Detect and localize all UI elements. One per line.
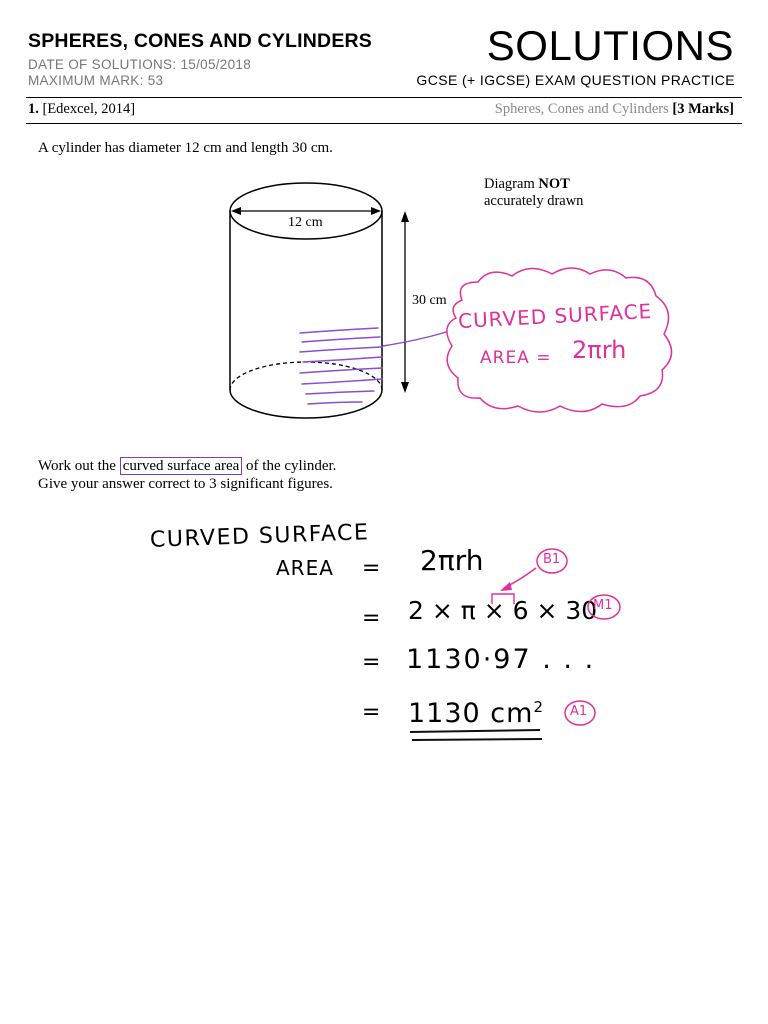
solutions-heading: SOLUTIONS (486, 22, 734, 69)
diagram-note-text-2: accurately drawn (484, 193, 584, 209)
working-step-3-equals: = (362, 650, 381, 675)
question-marks: [3 Marks] (672, 101, 734, 117)
working-step-2-expr: 2 × π × 6 × 30 (408, 596, 598, 625)
length-label: 30 cm (412, 293, 447, 308)
answer-underline-2 (412, 739, 542, 740)
mark-b1: B1 (543, 552, 561, 567)
substitution-bracket (492, 594, 514, 604)
prompt-text-pre: Work out the (38, 458, 116, 474)
answer-underline-1 (410, 730, 540, 732)
prompt-text-boxed: curved surface area (120, 457, 243, 475)
working-step-1-equals: = (362, 556, 381, 581)
annotation-curved-surface: CURVED SURFACE (457, 298, 653, 334)
working-label-line-1: CURVED SURFACE (149, 520, 370, 553)
question-intro: A cylinder has diameter 12 cm and length 30 cm. (38, 140, 333, 156)
final-answer-value: 1130 cm (408, 698, 534, 729)
question-prompt-line-2: Give your answer correct to 3 significant figures. (38, 476, 333, 492)
diameter-label: 12 cm (288, 215, 323, 230)
question-number: 1. (28, 101, 39, 117)
worksheet-subtitle: GCSE (+ IGCSE) EXAM QUESTION PRACTICE (416, 72, 735, 88)
mark-m1: M1 (593, 598, 613, 613)
working-label-line-2: AREA (276, 556, 334, 580)
annotation-area: AREA = (480, 348, 552, 368)
mark-a1: A1 (570, 704, 588, 719)
working-step-2-equals: = (362, 606, 381, 631)
working-step-4-equals: = (362, 700, 381, 725)
question-topic: Spheres, Cones and Cylinders (494, 101, 669, 117)
maximum-mark: MAXIMUM MARK: 53 (28, 73, 164, 88)
worksheet-title: SPHERES, CONES AND CYLINDERS (28, 30, 373, 52)
diagram-note-not: NOT (538, 176, 570, 192)
date-of-solutions: DATE OF SOLUTIONS: 15/05/2018 (28, 57, 252, 72)
diagram-note-text: Diagram (484, 176, 535, 192)
substitution-arrowhead (500, 582, 512, 591)
final-answer-exponent: 2 (533, 698, 544, 716)
prompt-text-post: of the cylinder. (246, 458, 337, 474)
working-step-1-expr: 2πrh (420, 544, 484, 577)
annotation-formula: 2πrh (572, 336, 627, 364)
working-step-3-expr: 1130·97 . . . (406, 644, 596, 675)
question-source: [Edexcel, 2014] (42, 101, 136, 117)
